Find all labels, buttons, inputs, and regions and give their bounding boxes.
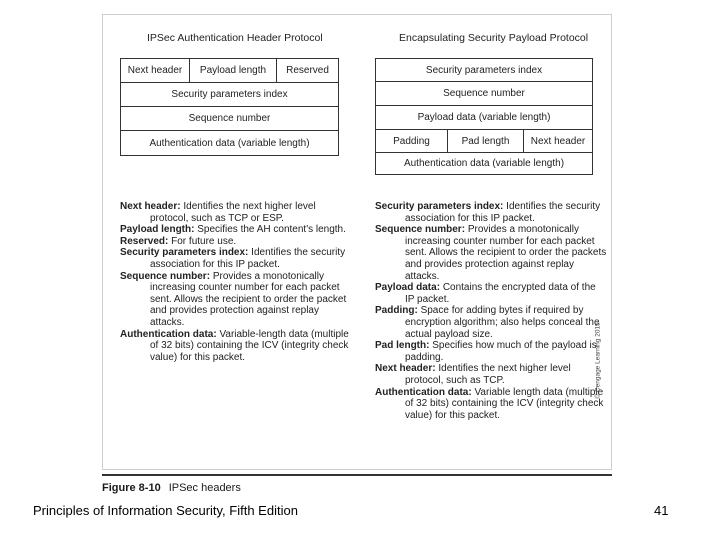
esp-field-payload: Payload data (variable length) <box>376 106 593 130</box>
ah-def-payload-length: Payload length: Specifies the AH content's length. <box>120 224 346 236</box>
ah-title: IPSec Authentication Header Protocol <box>147 32 323 44</box>
ah-field-spi: Security parameters index <box>121 83 339 107</box>
ah-field-auth-data: Authentication data (variable length) <box>121 131 339 156</box>
ah-def-reserved: Reserved: For future use. <box>120 235 237 247</box>
esp-header-diagram <box>375 58 593 175</box>
ah-def-auth-data: Authentication data: Variable-length data (multiple of 32 bits) containing the ICV (integrity check value) for this packet. <box>120 328 349 363</box>
page-number: 41 <box>654 503 669 518</box>
esp-def-next-header: Next header: Identifies the next higher level protocol, such as TCP. <box>375 363 571 386</box>
ah-def-next-header: Next header: Identifies the next higher level protocol, such as TCP or ESP. <box>120 201 316 224</box>
esp-definitions <box>375 201 607 421</box>
esp-field-sequence: Sequence number <box>376 82 593 106</box>
esp-def-pad-length: Pad length: Specifies how much of the payload is padding. <box>375 340 597 363</box>
ah-field-sequence: Sequence number <box>121 107 339 131</box>
esp-def-auth-data: Authentication data: Variable length data (multiple of 32 bits) containing the ICV (integrity check value) for this packet. <box>375 386 604 421</box>
figure-panel <box>102 14 612 470</box>
esp-field-pad-length: Pad length <box>448 130 524 153</box>
ah-header-diagram <box>120 58 339 156</box>
ah-field-next-header: Next header <box>121 59 190 83</box>
ah-definitions <box>120 201 355 363</box>
esp-def-padding: Padding: Space for adding bytes if required by encryption algorithm; also helps conceal the actual payload size. <box>375 305 600 340</box>
figure-number: Figure 8-10 <box>102 482 161 494</box>
ah-field-reserved: Reserved <box>277 59 339 83</box>
esp-field-spi: Security parameters index <box>376 59 593 82</box>
esp-field-padding: Padding <box>376 130 448 153</box>
esp-def-payload: Payload data: Contains the encrypted data of the IP packet. <box>375 282 596 305</box>
figure-caption <box>102 474 612 494</box>
figure-caption-text: IPSec headers <box>168 482 241 494</box>
esp-title: Encapsulating Security Payload Protocol <box>399 32 589 44</box>
ah-field-payload-length: Payload length <box>190 59 277 83</box>
ah-def-spi: Security parameters index: Identifies the security association for this IP packet. <box>120 247 346 270</box>
footer-book-title: Principles of Information Security, Fifth Edition <box>33 503 298 518</box>
esp-field-next-header: Next header <box>524 130 593 153</box>
copyright-notice: © Cengage Learning 2015 <box>594 321 602 399</box>
esp-field-auth-data: Authentication data (variable length) <box>376 153 593 175</box>
ah-def-sequence: Sequence number: Provides a monotonically increasing counter number for each packet sent. Allows the recipient to order the packet and provides protection against replay attacks. <box>120 270 347 328</box>
esp-def-sequence: Sequence number: Provides a monotonically increasing counter number for each packet sent. Allows the recipient to order the packets and provides protection against replay attacks. <box>375 224 607 282</box>
esp-def-spi: Security parameters index: Identifies the security association for this IP packet. <box>375 201 601 224</box>
